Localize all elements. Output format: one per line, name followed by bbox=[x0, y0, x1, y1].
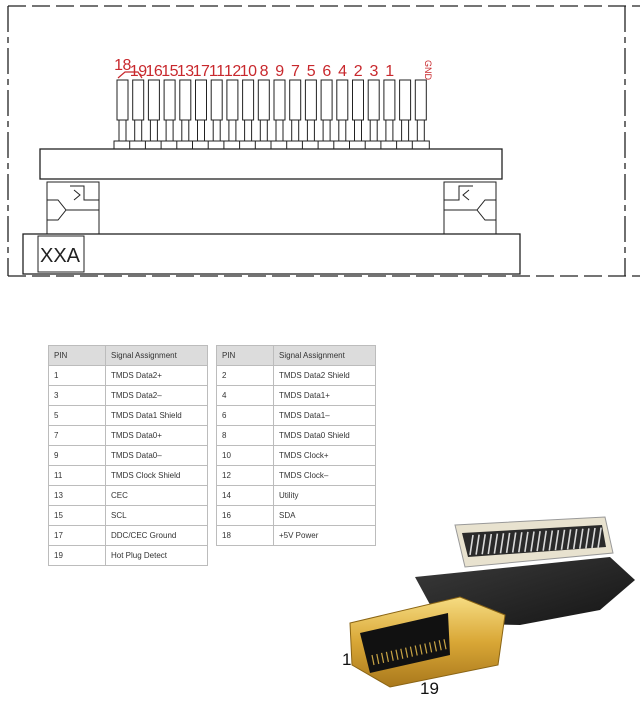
signal-cell: Utility bbox=[274, 486, 376, 506]
pin-number-label: 6 bbox=[322, 63, 331, 80]
pin-number-label: 12 bbox=[224, 63, 241, 80]
pin-foot bbox=[145, 141, 162, 149]
pin-lead bbox=[117, 80, 128, 120]
header-pin: PIN bbox=[217, 346, 274, 366]
pin-number-label: 5 bbox=[306, 63, 316, 80]
signal-cell: TMDS Clock– bbox=[274, 466, 376, 486]
pin-neck bbox=[198, 120, 205, 141]
signal-cell: TMDS Data2+ bbox=[106, 366, 208, 386]
pin-lead bbox=[227, 80, 238, 120]
signal-cell: TMDS Clock Shield bbox=[106, 466, 208, 486]
pin-neck bbox=[339, 120, 346, 141]
pin-neck bbox=[182, 120, 189, 141]
pin-number-label: 19 bbox=[129, 63, 147, 80]
pin-lead bbox=[321, 80, 332, 120]
pin-lead bbox=[290, 80, 301, 120]
pin-number-cell: 15 bbox=[49, 506, 106, 526]
pin-number-cell: 11 bbox=[49, 466, 106, 486]
table-row bbox=[217, 406, 376, 426]
signal-cell: TMDS Data0 Shield bbox=[274, 426, 376, 446]
pin-lead bbox=[353, 80, 364, 120]
table-row bbox=[49, 446, 208, 466]
pin-foot bbox=[161, 141, 178, 149]
header-pin: PIN bbox=[49, 346, 106, 366]
pin-neck bbox=[292, 120, 299, 141]
pin-neck bbox=[260, 120, 267, 141]
pin-lead bbox=[400, 80, 411, 120]
table-row bbox=[49, 526, 208, 546]
part-marking: XXA bbox=[40, 245, 81, 267]
pin-lead bbox=[148, 80, 159, 120]
table-row bbox=[49, 386, 208, 406]
pin-foot bbox=[287, 141, 304, 149]
pin-lead bbox=[243, 80, 254, 120]
table-row bbox=[49, 466, 208, 486]
pin-number-cell: 5 bbox=[49, 406, 106, 426]
pin-foot bbox=[177, 141, 194, 149]
table-row bbox=[49, 546, 208, 566]
pin-number-cell: 3 bbox=[49, 386, 106, 406]
pin-number-cell: 12 bbox=[217, 466, 274, 486]
pin-neck bbox=[229, 120, 236, 141]
pin-foot bbox=[381, 141, 398, 149]
signal-cell: TMDS Data1– bbox=[274, 406, 376, 426]
pin-lead bbox=[258, 80, 269, 120]
pin-number-label: 9 bbox=[275, 63, 284, 80]
pin-foot bbox=[412, 141, 429, 149]
pin-foot bbox=[350, 141, 367, 149]
pin-neck bbox=[402, 120, 409, 141]
pin-number-cell: 2 bbox=[217, 366, 274, 386]
pin-foot bbox=[193, 141, 210, 149]
pin-foot bbox=[271, 141, 288, 149]
pin-neck bbox=[213, 120, 220, 141]
pin-foot bbox=[365, 141, 382, 149]
pin-19-label: 19 bbox=[420, 679, 439, 698]
pin-number-cell: 17 bbox=[49, 526, 106, 546]
pin-neck bbox=[307, 120, 314, 141]
pin-table-left bbox=[48, 345, 208, 566]
pin-foot bbox=[255, 141, 272, 149]
pin-foot bbox=[208, 141, 225, 149]
pin-number-cell: 16 bbox=[217, 506, 274, 526]
signal-cell: Hot Plug Detect bbox=[106, 546, 208, 566]
signal-cell: CEC bbox=[106, 486, 208, 506]
table-row bbox=[49, 406, 208, 426]
table-header-row bbox=[49, 346, 208, 366]
header-signal: Signal Assignment bbox=[106, 346, 208, 366]
pin-number-label: 10 bbox=[239, 63, 257, 80]
table-row bbox=[217, 366, 376, 386]
pin-lead bbox=[196, 80, 207, 120]
table-row bbox=[49, 366, 208, 386]
pin-number-label: 7 bbox=[290, 63, 300, 80]
signal-cell: SCL bbox=[106, 506, 208, 526]
pin-number-label: 18 bbox=[114, 57, 131, 74]
pin-lead bbox=[415, 80, 426, 120]
pin-lead bbox=[337, 80, 348, 120]
signal-cell: TMDS Data0– bbox=[106, 446, 208, 466]
signal-cell: TMDS Data0+ bbox=[106, 426, 208, 446]
pin-number-label: 15 bbox=[161, 63, 178, 80]
table-row bbox=[217, 426, 376, 446]
table-header-row bbox=[217, 346, 376, 366]
pin-number-label: 4 bbox=[338, 63, 347, 80]
pin-lead bbox=[384, 80, 395, 120]
pin-1-label: 1 bbox=[342, 650, 352, 669]
pin-neck bbox=[245, 120, 252, 141]
pin-number-cell: 18 bbox=[217, 526, 274, 546]
signal-cell: SDA bbox=[274, 506, 376, 526]
table-row bbox=[49, 486, 208, 506]
pin-number-label: 2 bbox=[353, 63, 363, 80]
table-row bbox=[217, 446, 376, 466]
pin-lead bbox=[368, 80, 379, 120]
signal-cell: TMDS Data2– bbox=[106, 386, 208, 406]
pin-neck bbox=[119, 120, 126, 141]
pin-lead bbox=[274, 80, 285, 120]
table-row bbox=[217, 386, 376, 406]
pin-number-label: 11 bbox=[208, 63, 225, 80]
table-row bbox=[49, 506, 208, 526]
pin-foot bbox=[114, 141, 131, 149]
pin-lead bbox=[164, 80, 175, 120]
pin-foot bbox=[130, 141, 147, 149]
pin-number-cell: 4 bbox=[217, 386, 274, 406]
pin-lead bbox=[305, 80, 316, 120]
pin-number-cell: 19 bbox=[49, 546, 106, 566]
pin-neck bbox=[166, 120, 173, 141]
pin-neck bbox=[323, 120, 330, 141]
pin-neck bbox=[370, 120, 377, 141]
pin-lead bbox=[211, 80, 222, 120]
pin-number-cell: 7 bbox=[49, 426, 106, 446]
pin-number-cell: 10 bbox=[217, 446, 274, 466]
pin-number-cell: 1 bbox=[49, 366, 106, 386]
table-row bbox=[49, 426, 208, 446]
connector-drawing bbox=[0, 0, 640, 300]
pin-neck bbox=[355, 120, 362, 141]
header-signal: Signal Assignment bbox=[274, 346, 376, 366]
pin-number-cell: 13 bbox=[49, 486, 106, 506]
pin-neck bbox=[386, 120, 393, 141]
pin-number-label: 13 bbox=[176, 63, 194, 80]
pin-number-label: 17 bbox=[192, 63, 210, 80]
pin-number-cell: 14 bbox=[217, 486, 274, 506]
table-row bbox=[217, 466, 376, 486]
signal-cell: TMDS Data1 Shield bbox=[106, 406, 208, 426]
pin-foot bbox=[224, 141, 241, 149]
pin-foot bbox=[397, 141, 414, 149]
pin-number-label: 3 bbox=[369, 63, 378, 80]
signal-cell: TMDS Clock+ bbox=[274, 446, 376, 466]
signal-cell: TMDS Data2 Shield bbox=[274, 366, 376, 386]
gnd-label: GND bbox=[423, 60, 433, 80]
pin-foot bbox=[240, 141, 257, 149]
pin-number-cell: 6 bbox=[217, 406, 274, 426]
table-row bbox=[217, 486, 376, 506]
pin-number-label: 8 bbox=[259, 63, 269, 80]
signal-cell: DDC/CEC Ground bbox=[106, 526, 208, 546]
pin-number-cell: 9 bbox=[49, 446, 106, 466]
pin-number-label: 1 bbox=[385, 63, 394, 80]
pin-neck bbox=[150, 120, 157, 141]
pin-foot bbox=[302, 141, 319, 149]
signal-cell: TMDS Data1+ bbox=[274, 386, 376, 406]
signal-cell: +5V Power bbox=[274, 526, 376, 546]
pin-foot bbox=[334, 141, 351, 149]
pin-number-label: 16 bbox=[145, 63, 163, 80]
pin-neck bbox=[417, 120, 424, 141]
pin-number-cell: 8 bbox=[217, 426, 274, 446]
pin-lead bbox=[180, 80, 191, 120]
pin-lead bbox=[133, 80, 144, 120]
connector-photo bbox=[330, 505, 640, 695]
pin-neck bbox=[135, 120, 142, 141]
pin-foot bbox=[318, 141, 335, 149]
pin-neck bbox=[276, 120, 283, 141]
